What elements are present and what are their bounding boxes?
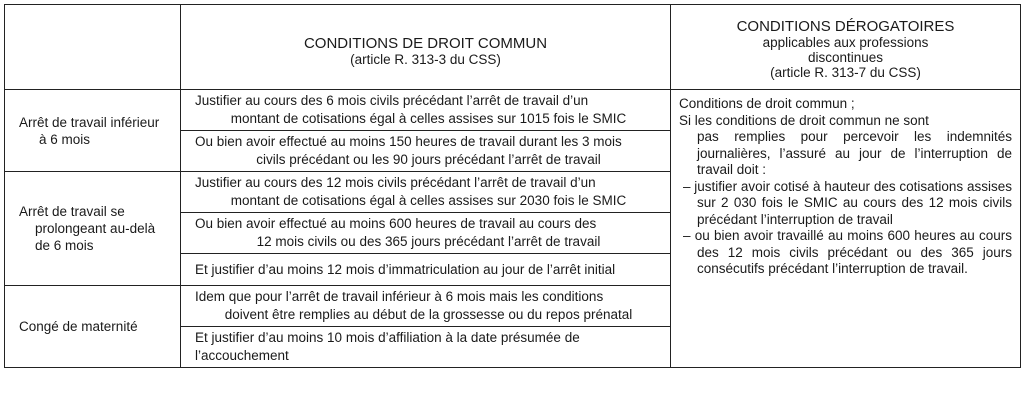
header-common-article: (article R. 313-3 du CSS) <box>350 52 501 67</box>
derogatory-dash-item: – ou bien avoir travaillé au moins 600 heures au cours des 12 mois civils précédant ou des 365 jours consécutifs précédant l’interruption de travail. <box>683 228 1012 276</box>
header-common-conditions <box>181 5 671 90</box>
header-common-title: CONDITIONS DE DROIT COMMUN <box>303 35 548 52</box>
row-label-long-leave <box>5 172 181 286</box>
conditions-table <box>4 4 1021 368</box>
row-label-maternity <box>5 286 181 368</box>
condition-line: 12 mois civils ou des 365 jours précédant l’arrêt de travail <box>256 234 601 249</box>
condition-cell <box>181 213 671 254</box>
condition-line: Et justifier d’au moins 10 mois d’affiliation à la date présumée de <box>195 330 580 345</box>
condition-line: civils précédant ou les 90 jours précédant l’arrêt de travail <box>256 152 601 167</box>
header-derogatory-article: (article R. 313-7 du CSS) <box>770 64 921 80</box>
row-label-line: Arrêt de travail inférieur <box>19 114 160 130</box>
condition-cell <box>181 254 671 286</box>
condition-line: Ou bien avoir effectué au moins 600 heures de travail au cours des <box>195 216 597 231</box>
condition-line: Justifier au cours des 12 mois civils précédant l’arrêt de travail d’un <box>195 175 596 190</box>
derogatory-paragraph: Si les conditions de droit commun ne sont <box>679 112 929 128</box>
condition-line: Justifier au cours des 6 mois civils précédant l’arrêt de travail d’un <box>195 93 589 108</box>
condition-line: l’accouchement <box>195 348 289 363</box>
condition-line: Ou bien avoir effectué au moins 150 heures de travail durant les 3 mois <box>195 134 622 149</box>
row-label-line: à 6 mois <box>39 131 91 147</box>
derogatory-dash-item: – justifier avoir cotisé à hauteur des cotisations assises sur 2 030 fois le SMIC au cours des 12 mois civils précédant l’interruption de travail <box>683 178 1012 227</box>
table-row <box>5 90 1021 131</box>
header-derogatory-sub1: applicables aux professions <box>762 34 929 50</box>
condition-line: doivent être remplies au début de la grossesse ou du repos prénatal <box>224 307 633 322</box>
condition-line: montant de cotisations égal à celles assises sur 2030 fois le SMIC <box>230 193 627 208</box>
condition-cell <box>181 286 671 327</box>
condition-line: Idem que pour l’arrêt de travail inférieur à 6 mois mais les conditions <box>195 289 604 304</box>
condition-cell <box>181 90 671 131</box>
header-derogatory-conditions <box>671 5 1021 90</box>
condition-cell <box>181 131 671 172</box>
header-derogatory-title: CONDITIONS DÉROGATOIRES <box>736 17 955 35</box>
derogatory-paragraph: pas remplies pour percevoir les indemnités journalières, l’assuré au jour de l’interruption de travail doit : <box>697 129 1012 177</box>
row-label-line: de 6 mois <box>35 238 94 253</box>
header-derogatory-sub2: discontinues <box>807 49 884 65</box>
row-label-line: Arrêt de travail se <box>19 204 125 219</box>
row-label-line: prolongeant au-delà <box>35 221 156 236</box>
row-label-line: Congé de maternité <box>19 319 138 334</box>
header-empty-cell <box>5 5 181 90</box>
condition-cell <box>181 172 671 213</box>
condition-line: montant de cotisations égal à celles assises sur 1015 fois le SMIC <box>230 111 627 126</box>
condition-cell <box>181 327 671 368</box>
derogatory-conditions-cell <box>671 90 1021 368</box>
row-label-short-leave <box>5 90 181 172</box>
condition-line: Et justifier d’au moins 12 mois d’immatriculation au jour de l’arrêt initial <box>195 261 616 277</box>
derogatory-paragraph: Conditions de droit commun ; <box>679 96 855 111</box>
header-row <box>5 5 1021 90</box>
